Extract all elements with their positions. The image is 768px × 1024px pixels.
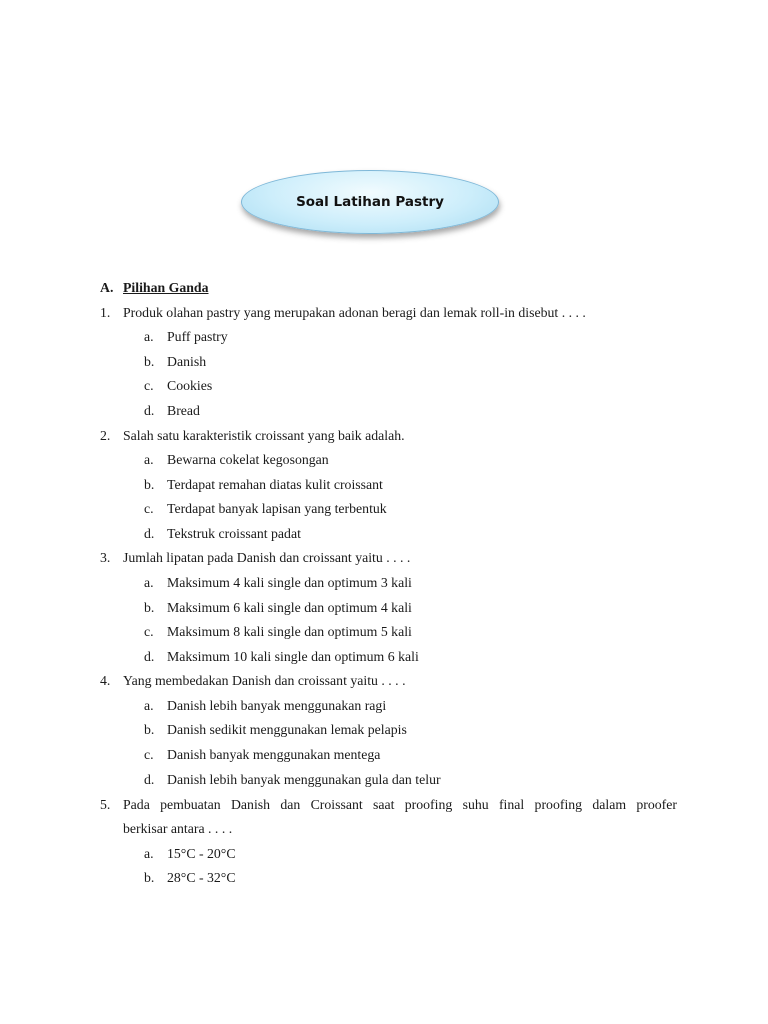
option-text: Maksimum 6 kali single dan optimum 4 kali — [167, 600, 412, 615]
page-title: Soal Latihan Pastry — [296, 194, 444, 210]
option-text: Danish sedikit menggunakan lemak pelapis — [167, 722, 407, 737]
option-text: Terdapat banyak lapisan yang terbentuk — [167, 501, 387, 516]
question-number: 1. — [100, 305, 111, 320]
option-letter: c. — [144, 378, 154, 393]
option-text: Maksimum 10 kali single dan optimum 6 kali — [167, 649, 419, 664]
section-title: Pilihan Ganda — [123, 280, 209, 295]
option-letter: b. — [144, 600, 155, 615]
option-letter: b. — [144, 870, 155, 885]
option-letter: a. — [144, 698, 154, 713]
option-letter: a. — [144, 452, 154, 467]
option-letter: c. — [144, 624, 154, 639]
option-text: Danish banyak menggunakan mentega — [167, 747, 381, 762]
question-text: Produk olahan pastry yang merupakan adonan beragi dan lemak roll-in disebut . . . . — [123, 305, 586, 320]
option-letter: d. — [144, 649, 155, 664]
option-text: Cookies — [167, 378, 213, 393]
question-text: Jumlah lipatan pada Danish dan croissant yaitu . . . . — [123, 550, 411, 565]
section-letter: A. — [100, 280, 114, 295]
option-letter: d. — [144, 772, 155, 787]
option-text: Terdapat remahan diatas kulit croissant — [167, 477, 383, 492]
option-text: Bewarna cokelat kegosongan — [167, 452, 329, 467]
question-text: Yang membedakan Danish dan croissant yaitu . . . . — [123, 673, 406, 688]
question-number: 3. — [100, 550, 111, 565]
option-letter: a. — [144, 846, 154, 861]
option-text: Maksimum 8 kali single dan optimum 5 kali — [167, 624, 412, 639]
option-letter: d. — [144, 403, 155, 418]
option-letter: c. — [144, 747, 154, 762]
option-text: 28°C - 32°C — [167, 870, 236, 885]
question-text: Salah satu karakteristik croissant yang baik adalah. — [123, 428, 405, 443]
option-text: Tekstruk croissant padat — [167, 526, 301, 541]
option-text: 15°C - 20°C — [167, 846, 236, 861]
option-text: Danish lebih banyak menggunakan gula dan telur — [167, 772, 441, 787]
option-text: Danish lebih banyak menggunakan ragi — [167, 698, 387, 713]
question-number: 4. — [100, 673, 111, 688]
option-letter: b. — [144, 477, 155, 492]
option-letter: a. — [144, 329, 154, 344]
option-letter: a. — [144, 575, 154, 590]
option-letter: c. — [144, 501, 154, 516]
question-text-line-1: Pada pembuatan Danish dan Croissant saat proofing suhu final proofing dalam proofer — [123, 797, 677, 812]
option-letter: b. — [144, 722, 155, 737]
option-text: Maksimum 4 kali single dan optimum 3 kali — [167, 575, 412, 590]
question-number: 5. — [100, 797, 111, 812]
option-letter: d. — [144, 526, 155, 541]
option-text: Danish — [167, 354, 207, 369]
option-text: Bread — [167, 403, 200, 418]
option-letter: b. — [144, 354, 155, 369]
question-text-line-2: berkisar antara . . . . — [123, 821, 233, 836]
question-number: 2. — [100, 428, 111, 443]
option-text: Puff pastry — [167, 329, 228, 344]
title-oval — [241, 170, 499, 234]
